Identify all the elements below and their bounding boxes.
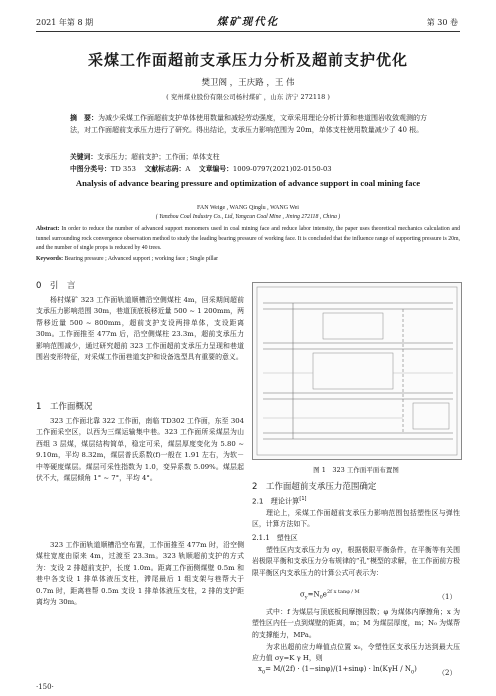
journal-name: 煤矿现代化 [216,16,280,28]
section-2-paragraph-1: 理论上，采煤工作面超前支承压力影响范围包括塑性区与弹性区，计算方法如下。 [252,509,460,529]
keywords-en [36,256,460,262]
keywords-en-text: Bearing pressure ; Advanced support ; working face ; Single pillar [64,256,219,262]
keywords-cn [70,151,430,161]
article-id-value: 1009-0797(2021)02-0150-03 [232,165,332,173]
keywords-en-label: Keywords: [36,256,64,262]
paper-title-cn: 采煤工作面超前支承压力分析及超前支护优化 [87,51,408,69]
section-2-paragraph-3: 式中：f 为煤层与顶底板间摩擦因数；φ 为煤体内摩擦角；x 为塑性区内任一点到煤壁的距离，m；M 为煤层厚度，m；N₀ 为煤帮的支撑能力，MPa。 [252,608,460,639]
classification-line [70,163,430,173]
section-2-heading: 2 工作面超前支承压力范围确定 [252,482,377,492]
section-2-paragraph-4: 为求出超前应力峰值点位置 x₀，令塑性区支承压力达到最大压应力值 σy=K γ H，则 [252,643,460,663]
page-number: ·150· [36,683,54,691]
equation-2: $x_0= M/(2f) \cdot (1-\sin\varphi)/(1+\sin\varphi) \cdot \ln(K\gamma H / N_0)$ [258,665,417,676]
section-1-paragraph-2: 323 工作面轨道顺槽沿空布置，工作面推至 477m 时，沿空侧煤柱宽度由原来 4m，过渡至 23.3m。323 轨顺超前支护的方式为：支设 2 排超前支护，长度 1.0m。距离工作面侧煤壁 0.5m 和巷中各支设 1 排单体液压支柱，滞尾最后 1 组支架与巷帮大于 0.7m 时，距离巷帮 0.5m 支设 1 排单体液压支柱，2 排的支护距离均为 30m。 [36,541,244,607]
equation-1-number: （1） [438,593,457,601]
abstract-cn [70,112,428,136]
abstract-en-text: In order to reduce the number of advanced support monomers used in coal mining face and reduce labor intensity, the paper uses theoretical mechanics calculation and tunnel surrounding rock convergence observation method to study the leading bearing pressure of working face. It is concluded that the influence range of supporting pressure is 20m, and the number of single props is reduced by 40 trees. [36,226,461,251]
equation-2-number: （2） [438,669,457,677]
abstract-cn-label: 摘 要： [70,114,98,122]
volume-label: 第 30 卷 [426,18,458,27]
section-2-1-title: 2.1 理论计算 [252,496,300,506]
section-1-heading: 1 工作面概况 [36,402,93,412]
header-rule [36,31,460,32]
doc-code-value: A [185,165,191,173]
section-0-heading: 0 引 言 [36,281,76,291]
section-0-paragraph: 杨村煤矿 323 工作面轨道顺槽沿空侧煤柱 4m，回采期间超前支承压力影响范围 30m，巷道顶底板移近量 500 ~ 1 200mm，两帮移近量 500 ~ 800mm，超前支护支设两排单体，支设距离 30m。工作面推至 477m 后，沿空侧煤柱 23.3m，超前支承压力影响范围减少，通过研究超前 323 工作面超前支承压力呈现和巷道围岩变形特征，对采煤工作面巷道支护和设备选型具有重要的意义。 [36,296,244,362]
paper-title-en: Analysis of advance bearing pressure and optimization of advance support in coal mining face [75,178,421,188]
doc-code-label: 文献标志码： [144,165,186,173]
article-id-label: 文章编号： [198,165,233,173]
section-1-paragraph-1: 323 工作面北靠 322 工作面，南临 TD302 工作面，东至 304 工作面采空区，以西为三煤运输集中巷。323 工作面所采煤层为山西组 3 层煤，煤层结构简单，稳定可采，煤层厚度变化为 5.80 ~ 9.10m，平均 8.32m，煤层普氏系数(f)一般在 1.91 左右，为软－中等硬度煤层。煤层可采性指数为 1.0，变异系数 5.09%。煤层起伏不大，煤层倾角 1° ~ 7°，平均 4°。 [36,417,244,483]
equation-1: $\sigma_y=N_0e^{2f x tan\varphi / M}$ [300,589,360,601]
affiliation-cn: ( 兖州煤业股份有限公司杨村煤矿 ，山东 济宁 272118 ) [166,93,330,101]
issue-label: 2021 年第 8 期 [36,18,94,27]
authors-en: FAN Weige , WANG Qinglu , WANG Wei [197,205,299,211]
keywords-cn-label: 关键词： [70,153,98,161]
clc-label: 中图分类号： [70,165,111,173]
section-2-paragraph-2: 塑性区内支承压力为 σy，根据极限平衡条件，在平衡等有关围岩极限平衡和支承压力分布规律的“孔”模型的求解，在工作面前方极限平衡区内支承压力的计算公式可表示为： [252,546,460,577]
authors-cn: 樊卫阁 ，王庆路 ，王 伟 [201,78,295,88]
abstract-en-label: Abstract: [36,226,60,232]
abstract-cn-text: 为减少采煤工作面超前支护单体使用数量和减轻劳动强度，文章采用理论分析计算和巷道围岩收敛观测的方法，对工作面超前支承压力进行了研究。得出结论，支承压力影响范围为 20m，单体支柱使用数量减少了 40 根。 [70,114,427,134]
keywords-cn-text: 支承压力；超前支护；工作面；单体支柱 [97,153,220,161]
working-face-layout-figure [252,282,462,460]
citation-mark: [1] [299,496,307,502]
affiliation-en: ( Yanzhou Coal Industry Co., Ltd, Yangcun Coal Mine , Jining 272118 , China ) [155,214,341,220]
figure-caption: 图 1 323 工作面平面布置图 [313,466,399,474]
section-2-1-heading [252,496,460,506]
clc-value: TD 353 [110,165,136,173]
abstract-en [36,225,460,254]
section-2-1-1-heading: 2.1.1 塑性区 [252,534,298,542]
layout-drawing [253,283,461,459]
